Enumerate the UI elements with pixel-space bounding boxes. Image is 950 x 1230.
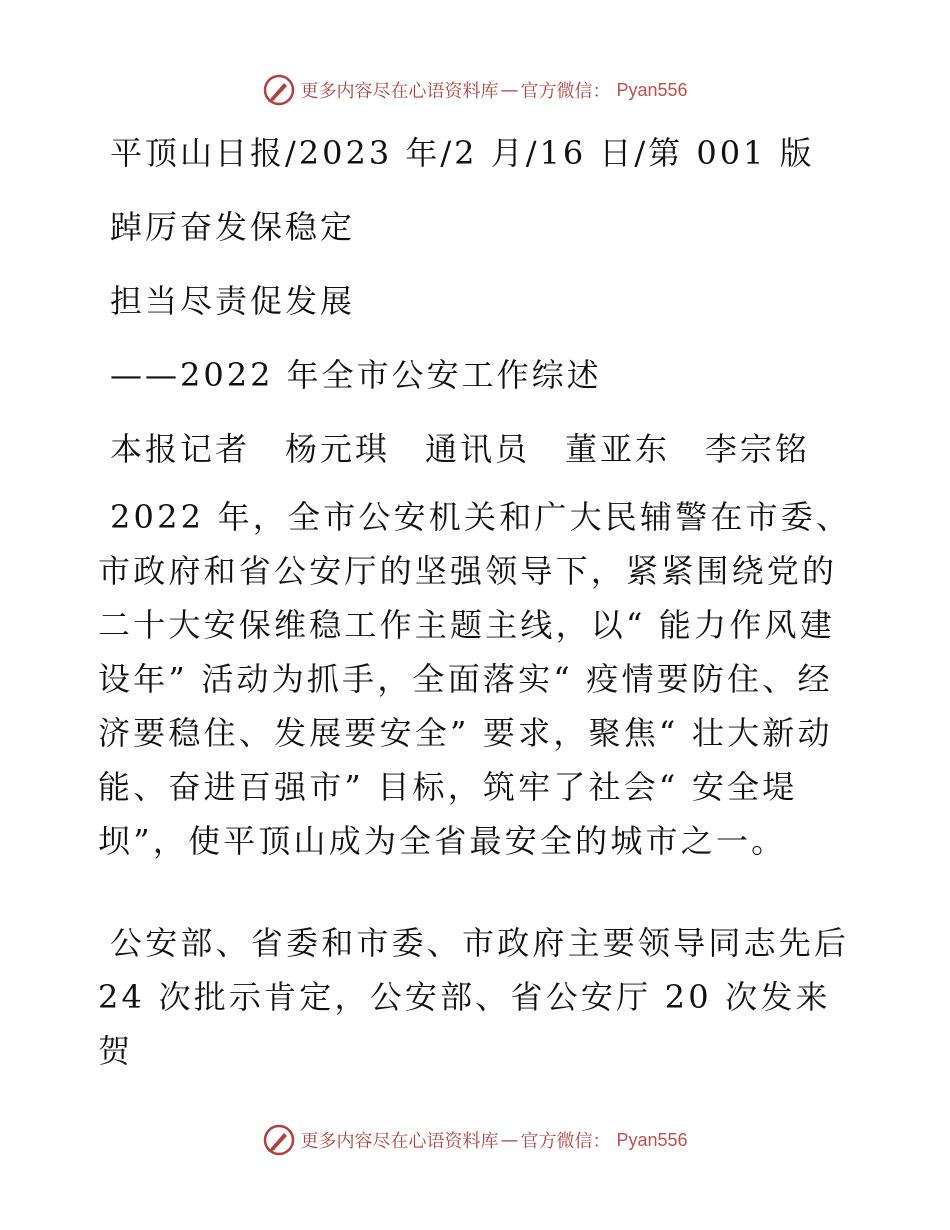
banner-text: 更多内容尽在心语资料库	[300, 81, 499, 102]
banner-text: 更多内容尽在心语资料库	[300, 1131, 499, 1152]
banner-wechat-id: Pyan556	[616, 1129, 688, 1150]
banner-wechat-id: Pyan556	[616, 79, 688, 100]
title-line-2: 担当尽责促发展	[110, 282, 356, 320]
subtitle: ——2022 年全市公安工作综述	[110, 356, 602, 394]
paragraph-1: 2022 年，全市公安机关和广大民辅警在市委、市政府和省公安厅的坚强领导下，紧紧围绕党的二十大安保维稳工作主题主线，以“ 能力作风建设年” 活动为抓手，全面落实“ 疫情要防住、经济要稳住、发展要安全” 要求，聚焦“ 壮大新动能、奋进百强市” 目标，筑牢了社会“ 安全堤坝”，使平顶山成为全省最安全的城市之一。	[98, 498, 852, 860]
pen-logo-icon	[262, 73, 296, 107]
banner-separator: —	[500, 1129, 519, 1151]
source-line: 平顶山日报/2023 年/2 月/16 日/第 001 版	[110, 134, 815, 172]
banner-wechat-label: 官方微信：	[520, 81, 611, 102]
pen-logo-icon	[262, 1123, 296, 1157]
paragraph-2: 公安部、省委和市委、市政府主要领导同志先后 24 次批示肯定，公安部、省公安厅 20 次发来贺	[98, 924, 850, 1070]
banner-wechat-label: 官方微信：	[520, 1131, 611, 1152]
footer-watermark-banner	[0, 1120, 950, 1160]
title-line-1: 踔厉奋发保稳定	[110, 208, 356, 246]
byline: 本报记者 杨元琪 通讯员 董亚东 李宗铭	[110, 430, 811, 468]
banner-separator: —	[500, 79, 519, 101]
header-watermark-banner	[0, 70, 950, 110]
